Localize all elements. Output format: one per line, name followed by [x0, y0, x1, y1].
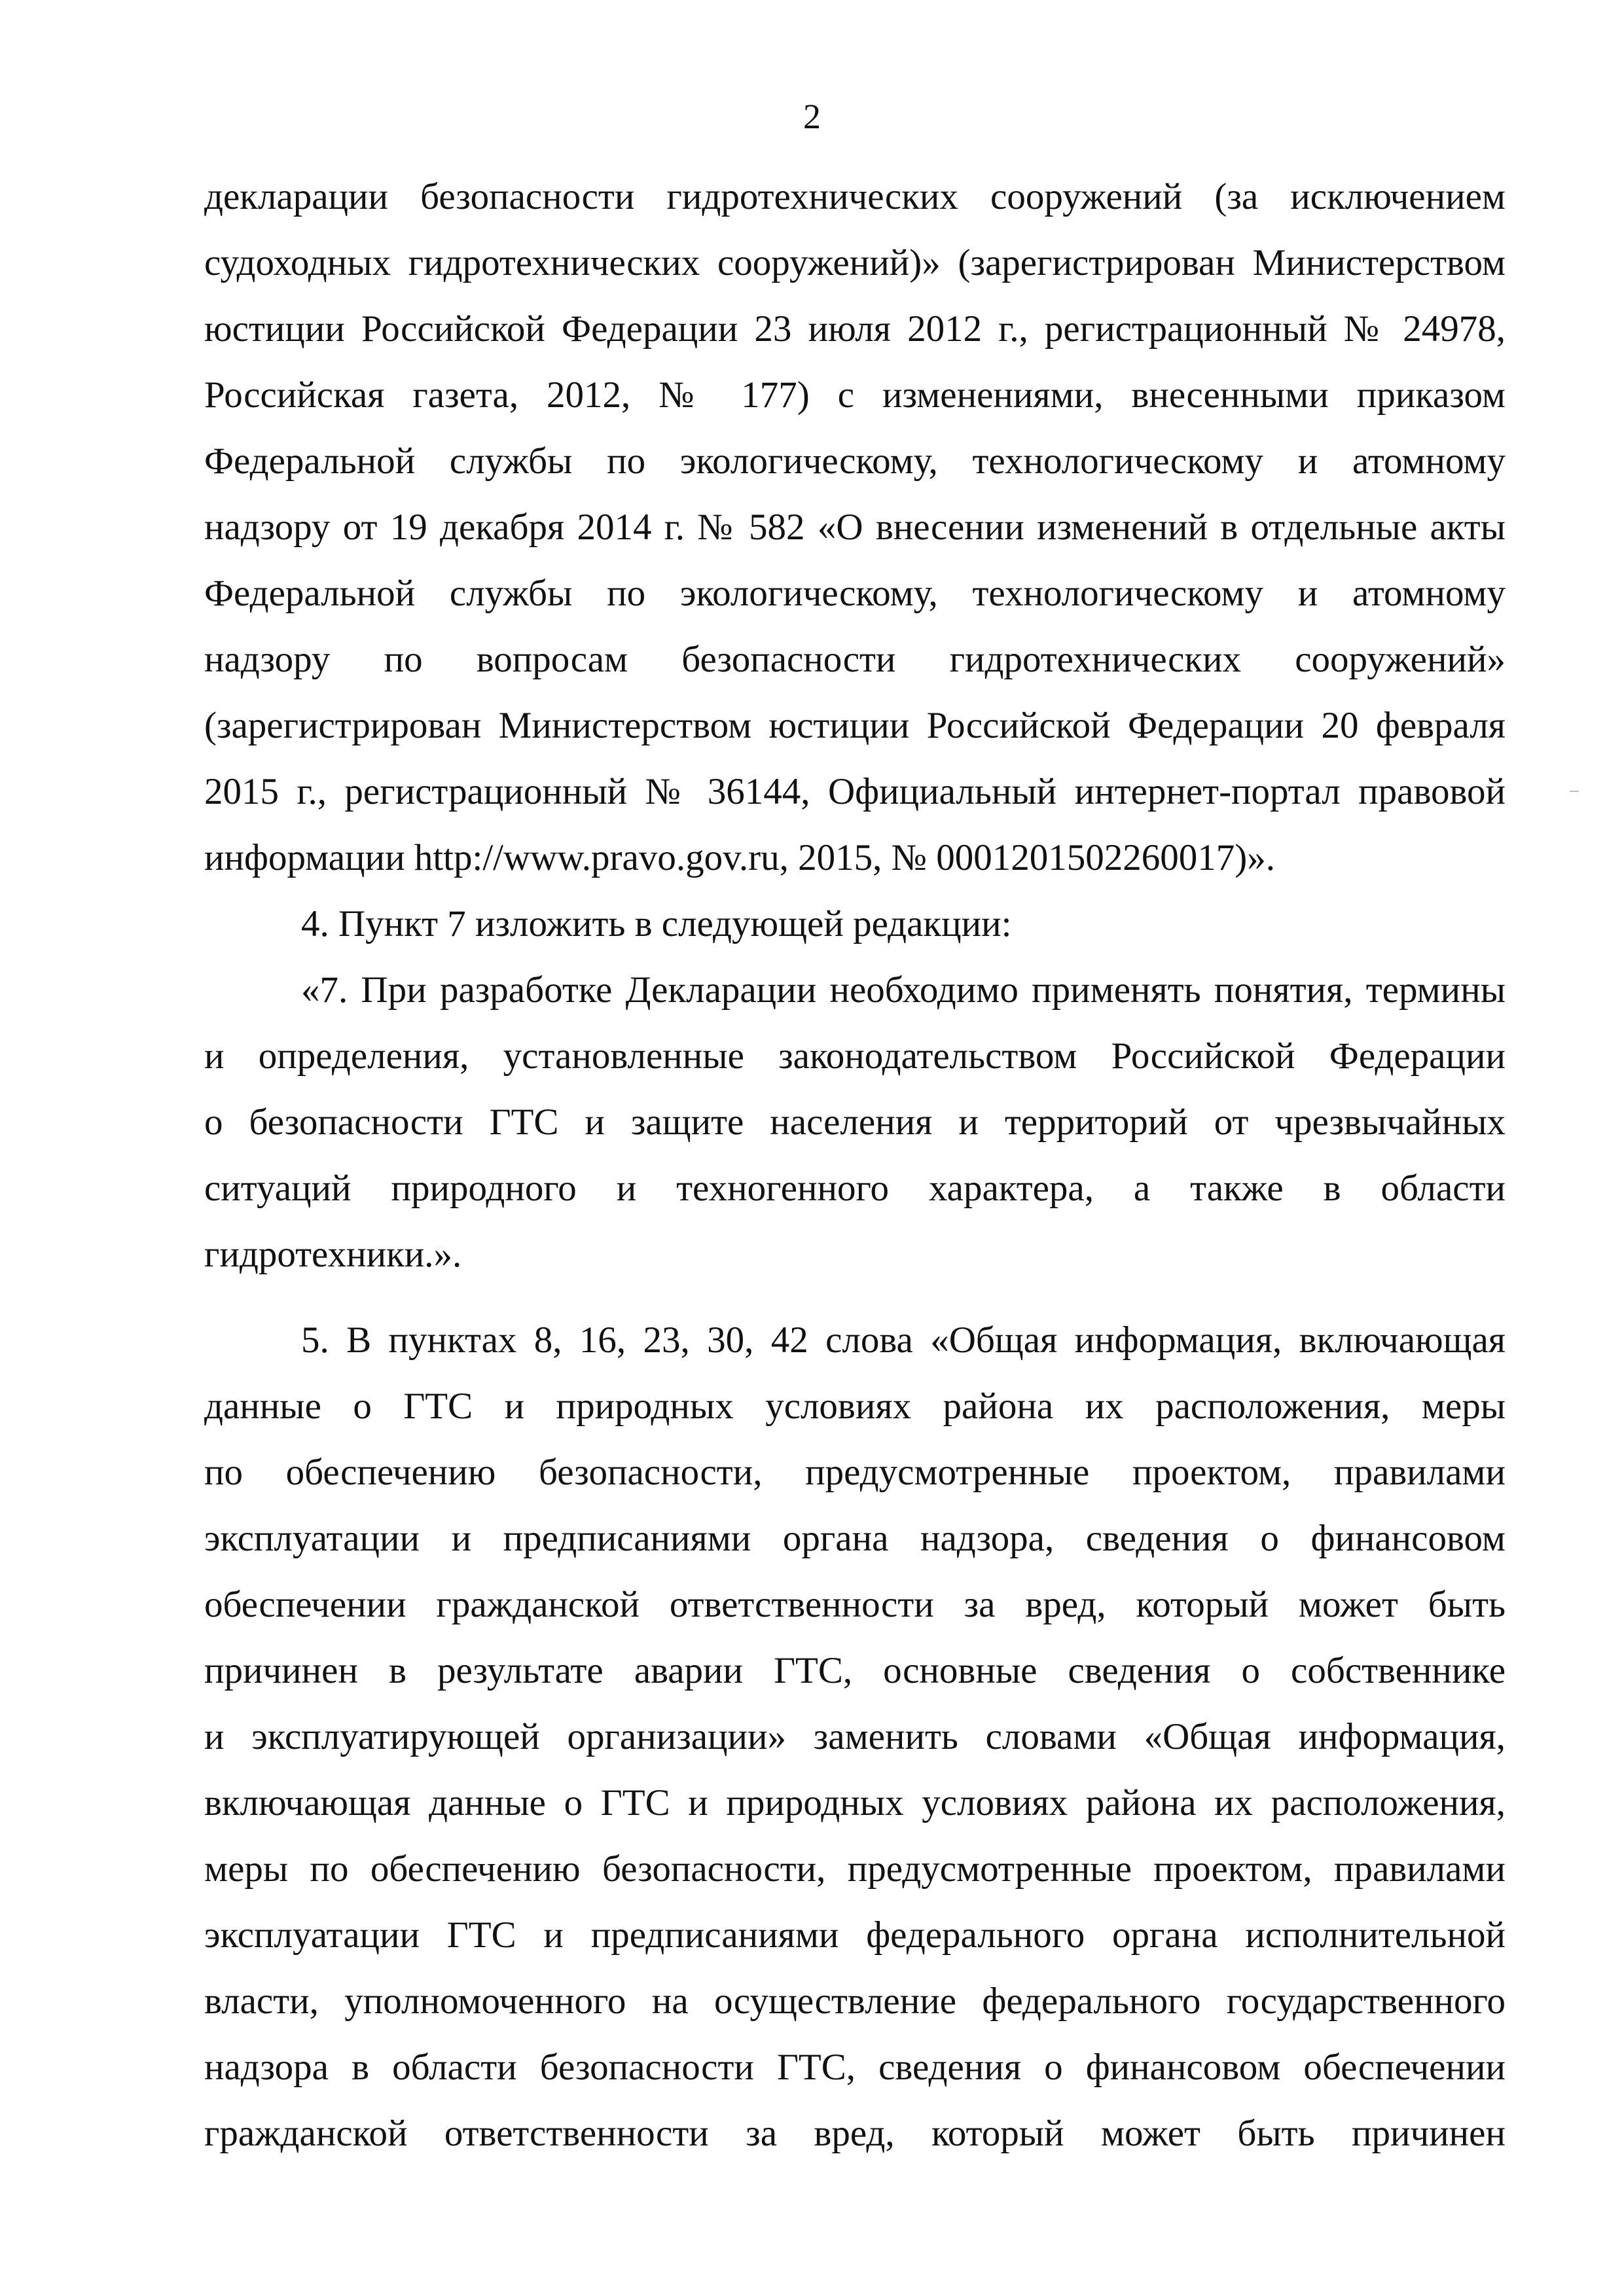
text-line: власти, уполномоченного на осуществление федерального государственного	[204, 1981, 1506, 2022]
text-line: судоходных гидротехнических сооружений)» (зарегистрирован Министерством	[204, 242, 1506, 283]
paragraph-7-first-line: «7. При разработке Декларации необходимо применять понятия, термины	[301, 969, 1506, 1011]
text-line: о безопасности ГТС и защите населения и территорий от чрезвычайных	[204, 1102, 1506, 1143]
text-line: обеспечении гражданской ответственности за вред, который может быть	[204, 1584, 1506, 1625]
paragraph-5-first-line: 5. В пунктах 8, 16, 23, 30, 42 слова «Общая информация, включающая	[301, 1319, 1506, 1361]
text-line: (зарегистрирован Министерством юстиции Российской Федерации 20 февраля	[204, 705, 1506, 746]
text-line: причинен в результате аварии ГТС, основные сведения о собственнике	[204, 1650, 1506, 1691]
text-line: надзора в области безопасности ГТС, сведения о финансовом обеспечении	[204, 2047, 1506, 2088]
text-line: юстиции Российской Федерации 23 июля 2012 г., регистрационный № 24978,	[204, 308, 1506, 350]
text-line: информации http://www.pravo.gov.ru, 2015, № 0001201502260017)».	[204, 837, 1275, 878]
page-number: 2	[803, 97, 821, 136]
text-line: Федеральной службы по экологическому, технологическому и атомному	[204, 573, 1506, 614]
text-line: меры по обеспечению безопасности, предусмотренные проектом, правилами	[204, 1848, 1506, 1890]
text-line: гидротехники.».	[204, 1234, 462, 1275]
text-line: надзору от 19 декабря 2014 г. № 582 «О внесении изменений в отдельные акты	[204, 507, 1506, 548]
text-line: данные о ГТС и природных условиях района их расположения, меры	[204, 1386, 1506, 1427]
paragraph-4-heading: 4. Пункт 7 изложить в следующей редакции:	[301, 903, 1012, 944]
text-line: гражданской ответственности за вред, который может быть причинен	[204, 2113, 1506, 2154]
text-line: и определения, установленные законодательством Российской Федерации	[204, 1035, 1506, 1077]
text-line: 2015 г., регистрационный № 36144, Официальный интернет-портал правовой	[204, 771, 1506, 812]
text-line: включающая данные о ГТС и природных условиях района их расположения,	[204, 1782, 1506, 1823]
text-line: ситуаций природного и техногенного характера, а также в области	[204, 1168, 1506, 1209]
document-body	[204, 164, 1506, 2166]
text-line: Федеральной службы по экологическому, технологическому и атомному	[204, 440, 1506, 482]
text-line: надзору по вопросам безопасности гидротехнических сооружений»	[204, 639, 1506, 680]
text-line: эксплуатации и предписаниями органа надзора, сведения о финансовом	[204, 1518, 1506, 1559]
text-line: декларации безопасности гидротехнических сооружений (за исключением	[204, 176, 1506, 217]
text-line: и эксплуатирующей организации» заменить словами «Общая информация,	[204, 1716, 1506, 1757]
text-line: Российская газета, 2012, № 177) с изменениями, внесенными приказом	[204, 374, 1506, 416]
text-line: эксплуатации ГТС и предписаниями федерального органа исполнительной	[204, 1914, 1506, 1956]
scan-mark	[1570, 791, 1579, 792]
paragraph-gap	[204, 1287, 1506, 1307]
text-line: по обеспечению безопасности, предусмотренные проектом, правилами	[204, 1452, 1506, 1493]
